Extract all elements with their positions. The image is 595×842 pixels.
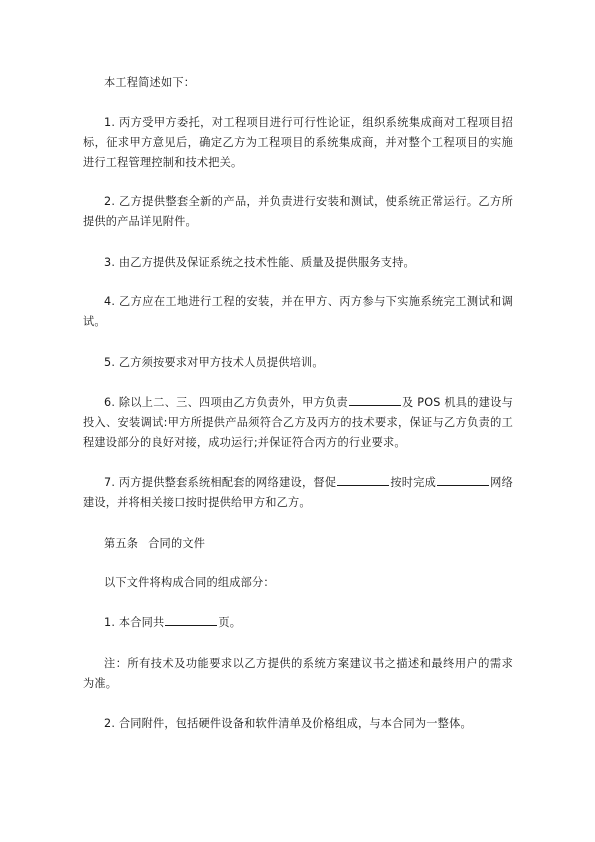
item-4-paragraph: 4. 乙方应在工地进行工程的安装，并在甲方、丙方参与下实施系统完工测试和调试。	[83, 295, 513, 328]
item-2-paragraph: 2. 乙方提供整套全新的产品，并负责进行安装和测试，使系统正常运行。乙方所提供的产品详见附件。	[83, 195, 513, 228]
fill-in-blank[interactable]	[349, 393, 401, 406]
item-7-text-middle: 按时完成	[390, 476, 437, 489]
article-5-heading	[83, 534, 513, 554]
fill-in-blank[interactable]	[165, 613, 217, 626]
document-1-text-end: 页。	[218, 616, 242, 629]
fill-in-blank[interactable]	[437, 473, 489, 486]
item-7-text-end: 网络建设，并将相关接口按时提供给甲方和乙方。	[83, 476, 513, 509]
item-6-text-start: 6. 除以上二、三、四项由乙方负责外，甲方负责	[104, 396, 348, 409]
document-1-text-start: 1. 本合同共	[104, 616, 165, 629]
item-1-paragraph: 1. 丙方受甲方委托，对工程项目进行可行性论证，组织系统集成商对工程项目招标，征求甲方意见后，确定乙方为工程项目的系统集成商，并对整个工程项目的实施进行工程管理控制和技术把关。	[83, 116, 513, 169]
item-6-text-end: 及 POS 机具的建设与投入、安装调试:甲方所提供产品须符合乙方及丙方的技术要求，保证与乙方负责的工程建设部分的良好对接，成功运行;并保证符合丙方的行业要求。	[83, 396, 513, 449]
intro-paragraph: 本工程简述如下：	[104, 76, 196, 89]
article-5-title: 合同的文件	[148, 537, 206, 550]
document-2-paragraph: 2. 合同附件，包括硬件设备和软件清单及价格组成，与本合同为一整体。	[104, 717, 472, 730]
note-paragraph: 注：所有技术及功能要求以乙方提供的系统方案建议书之描述和最终用户的需求为准。	[83, 657, 513, 690]
item-3-paragraph: 3. 由乙方提供及保证系统之技术性能、质量及提供服务支持。	[104, 256, 415, 269]
document-1-paragraph	[83, 613, 513, 633]
item-5-paragraph: 5. 乙方须按要求对甲方技术人员提供培训。	[104, 356, 324, 369]
item-7-text-start: 7. 丙方提供整套系统相配套的网络建设，督促	[104, 476, 337, 489]
documents-intro: 以下文件将构成合同的组成部分：	[104, 576, 275, 589]
article-5-number: 第五条	[104, 537, 139, 550]
item-7-paragraph	[83, 473, 513, 513]
fill-in-blank[interactable]	[337, 473, 389, 486]
item-6-paragraph	[83, 393, 513, 453]
